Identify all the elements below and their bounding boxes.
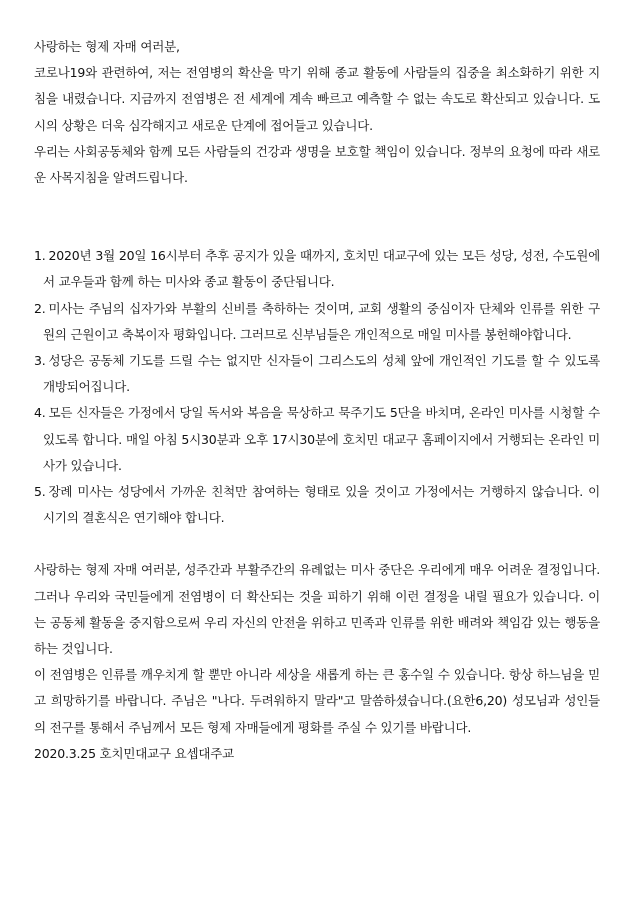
item-text: 성당은 공동체 기도를 드릴 수는 없지만 신자들이 그리스도의 성체 앞에 개인적인 기도를 할 수 있도록 개방되어집니다.	[43, 353, 600, 395]
closing-paragraph-2: 이 전염병은 인류를 깨우치게 할 뿐만 아니라 세상을 새롭게 하는 큰 홍수일 수 있습니다. 항상 하느님을 믿고 희망하기를 바랍니다. 주님은 "나다. 두려워하지 말라"고 말씀하셨습니다.(요한6,20) 성모님과 성인들의 전구를 통해서 주님께서 모든 형제 자매들에게 평화를 주실 수 있기를 바랍니다.	[34, 667, 600, 735]
item-number: 3.	[34, 353, 46, 369]
item-number: 5.	[34, 484, 46, 500]
intro-paragraph-2: 우리는 사회공동체와 함께 모든 사람들의 건강과 생명을 보호할 책임이 있습니다. 정부의 요청에 따라 새로운 사목지침을 알려드립니다.	[34, 143, 600, 186]
list-item	[34, 296, 600, 348]
item-number: 1.	[34, 248, 46, 264]
item-text: 모든 신자들은 가정에서 당일 독서와 복음을 묵상하고 묵주기도 5단을 바치며, 온라인 미사를 시청할 수 있도록 합니다. 매일 아침 5시30분과 오후 17시30분에 호치민 대교구 홈페이지에서 거행되는 온라인 미사가 있습니다.	[43, 405, 600, 473]
item-number: 4.	[34, 405, 46, 421]
item-text: 미사는 주님의 십자가와 부활의 신비를 축하하는 것이며, 교회 생활의 중심이자 단체와 인류를 위한 구원의 근원이고 축복이자 평화입니다. 그러므로 신부님들은 개인적으로 매일 미사를 봉헌해야합니다.	[43, 300, 600, 342]
list-item	[34, 479, 600, 531]
greeting: 사랑하는 형제 자매 여러분,	[34, 39, 180, 54]
list-item	[34, 348, 600, 400]
intro-paragraph-1: 코로나19와 관련하여, 저는 전염병의 확산을 막기 위해 종교 활동에 사람들의 집중을 최소화하기 위한 지침을 내렸습니다. 지금까지 전염병은 전 세계에 계속 빠르고 예측할 수 없는 속도로 확산되고 있습니다. 도시의 상황은 더욱 심각해지고 새로운 단계에 접어들고 있습니다.	[34, 65, 600, 133]
list-item	[34, 400, 600, 479]
spacer	[34, 531, 600, 557]
spacer	[34, 191, 600, 243]
letter-document	[34, 34, 600, 767]
item-text: 장례 미사는 성당에서 가까운 친척만 참여하는 형태로 있을 것이고 가정에서는 거행하지 않습니다. 이 시기의 결혼식은 연기해야 합니다.	[43, 484, 600, 526]
item-text: 2020년 3월 20일 16시부터 추후 공지가 있을 때까지, 호치민 대교구에 있는 모든 성당, 성전, 수도원에서 교우들과 함께 하는 미사와 종교 활동이 중단됩니다.	[43, 248, 600, 290]
closing-paragraph-1: 사랑하는 형제 자매 여러분, 성주간과 부활주간의 유례없는 미사 중단은 우리에게 매우 어려운 결정입니다. 그러나 우리와 국민들에게 전염병이 더 확산되는 것을 피하기 위해 이런 결정을 내릴 필요가 있습니다. 이는 공동체 활동을 중지함으로써 우리 자신의 안전을 위하고 민족과 인류를 위한 배려와 책임감 있는 행동을 하는 것입니다.	[34, 562, 600, 657]
signature: 2020.3.25 호치민대교구 요셉대주교	[34, 745, 234, 761]
list-item	[34, 243, 600, 295]
guideline-list	[34, 243, 600, 531]
item-number: 2.	[34, 300, 46, 316]
